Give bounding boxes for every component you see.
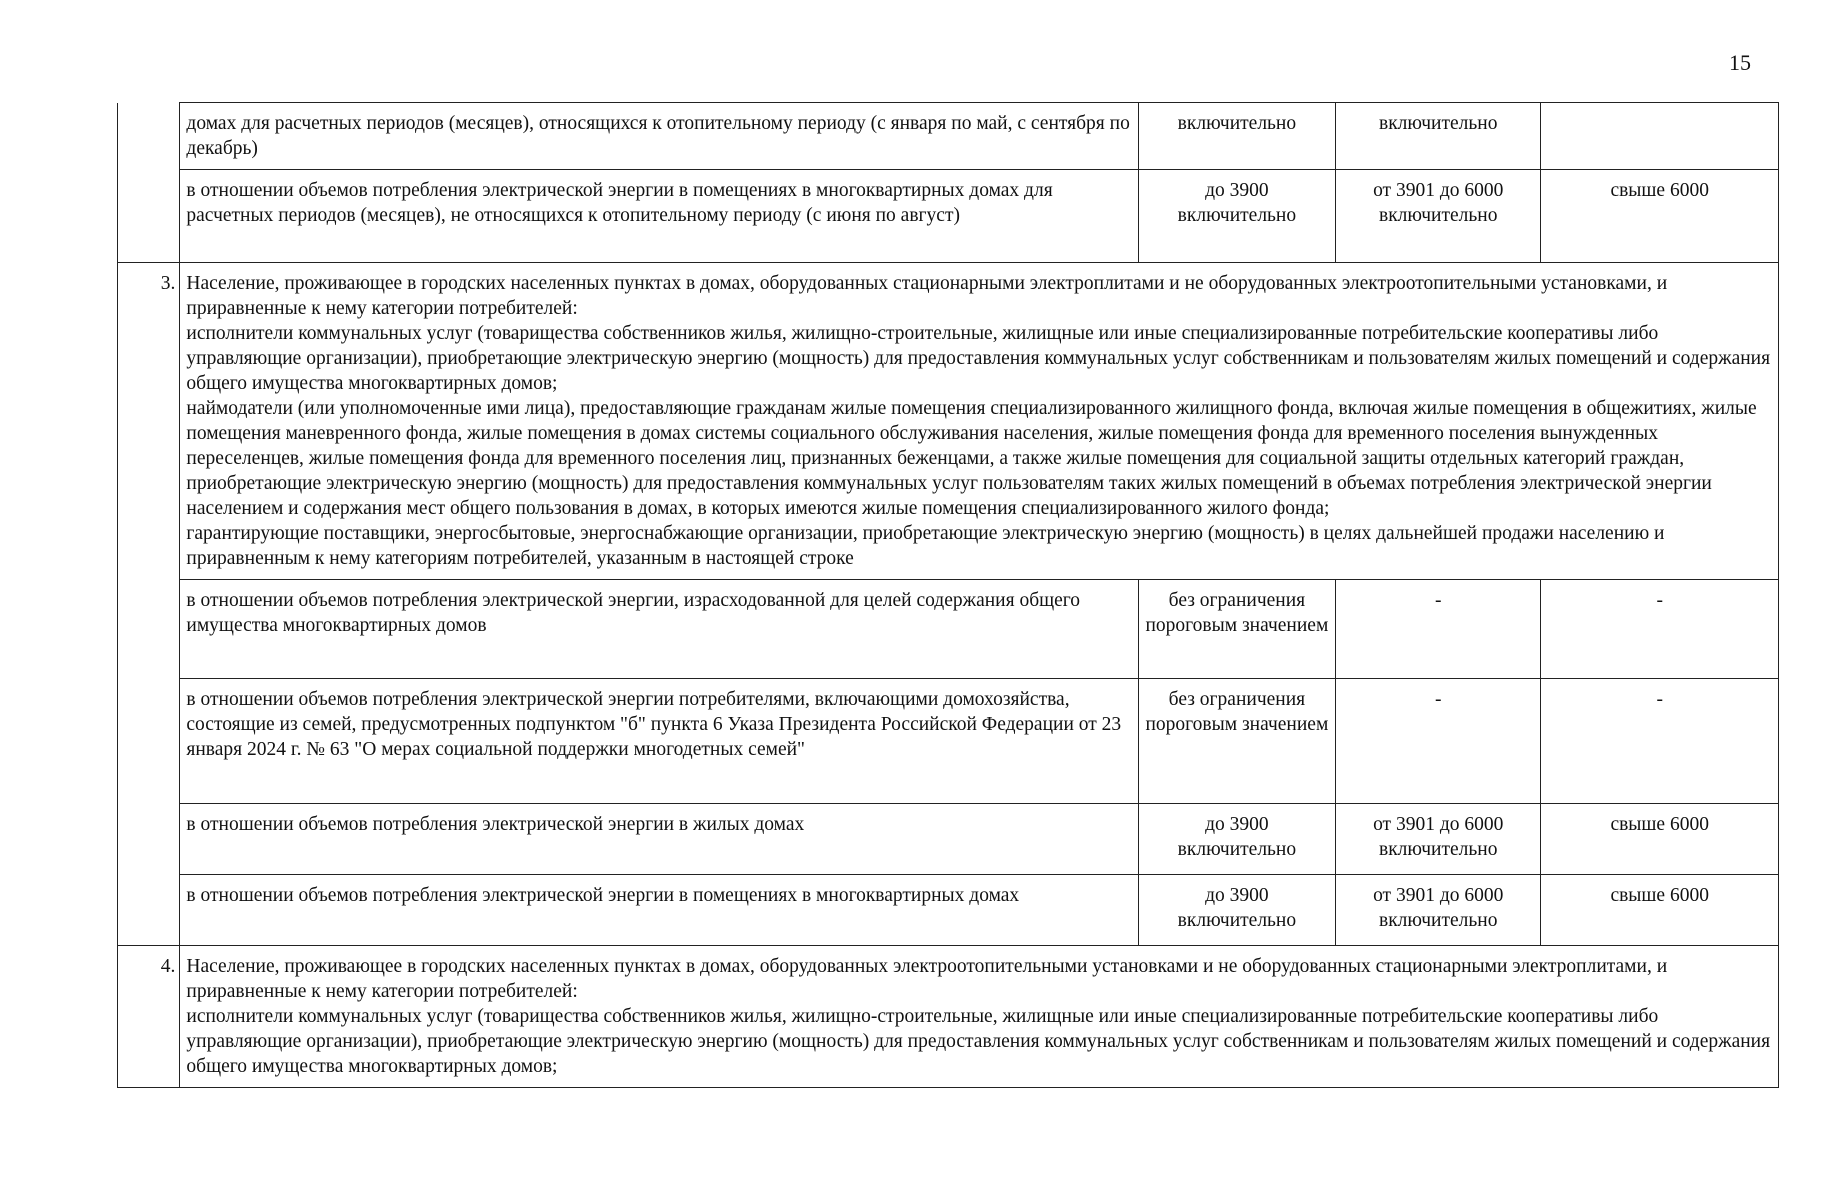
threshold-high: свыше 6000	[1541, 170, 1779, 263]
section-header-row	[118, 263, 1779, 580]
threshold-mid: от 3901 до 6000 включительно	[1336, 875, 1541, 946]
table-row	[118, 679, 1779, 804]
threshold-high: -	[1541, 679, 1779, 804]
section-number: 4.	[118, 946, 180, 1088]
section-paragraph: Население, проживающее в городских населенных пунктах в домах, оборудованных электроотопительными установками и не оборудованных стационарными электроплитами, и приравненные к нему категории потребителей:	[186, 956, 1668, 1002]
row-description: в отношении объемов потребления электрической энергии, израсходованной для целей содержания общего имущества многоквартирных домов	[180, 580, 1138, 679]
section-paragraph: исполнители коммунальных услуг (товарищества собственников жилья, жилищно-строительные, жилищные или иные специализированные потребительские кооперативы либо управляющие организации), приобретающие электрическую энергию (мощность) для предоставления коммунальных услуг собственникам и пользователям жилых помещений и содержания общего имущества многоквартирных домов;	[186, 1006, 1771, 1077]
threshold-low: без ограничения пороговым значением	[1138, 679, 1335, 804]
threshold-low: включительно	[1138, 103, 1335, 170]
row-description: в отношении объемов потребления электрической энергии в жилых домах	[180, 804, 1138, 875]
section-4-description	[180, 946, 1779, 1088]
section-paragraph: Население, проживающее в городских населенных пунктах в домах, оборудованных стационарными электроплитами и не оборудованных электроотопительными установками, и приравненные к нему категории потребителей:	[186, 273, 1668, 319]
row-description: в отношении объемов потребления электрической энергии в помещениях в многоквартирных домах для расчетных периодов (месяцев), не относящихся к отопительному периоду (с июня по август)	[180, 170, 1138, 263]
section-paragraph: гарантирующие поставщики, энергосбытовые, энергоснабжающие организации, приобретающие электрическую энергию (мощность) в целях дальнейшей продажи населению и приравненным к нему категориям потребителей, указанным в настоящей строке	[186, 523, 1665, 569]
threshold-low: без ограничения пороговым значением	[1138, 580, 1335, 679]
table-row	[118, 103, 1779, 170]
row-description: домах для расчетных периодов (месяцев), относящихся к отопительному периоду (с января по май, с сентября по декабрь)	[180, 103, 1138, 170]
section-3-description	[180, 263, 1779, 580]
table-row	[118, 170, 1779, 263]
section-number: 3.	[118, 263, 180, 946]
threshold-high: -	[1541, 580, 1779, 679]
threshold-high: свыше 6000	[1541, 875, 1779, 946]
threshold-mid: -	[1336, 679, 1541, 804]
threshold-mid: от 3901 до 6000 включительно	[1336, 804, 1541, 875]
table-row	[118, 580, 1779, 679]
section-header-row	[118, 946, 1779, 1088]
tariff-table	[117, 102, 1779, 1088]
table-row	[118, 875, 1779, 946]
threshold-high: свыше 6000	[1541, 804, 1779, 875]
threshold-low: до 3900 включительно	[1138, 875, 1335, 946]
threshold-mid: -	[1336, 580, 1541, 679]
table-row	[118, 804, 1779, 875]
section-paragraph: исполнители коммунальных услуг (товарищества собственников жилья, жилищно-строительные, жилищные или иные специализированные потребительские кооперативы либо управляющие организации), приобретающие электрическую энергию (мощность) для предоставления коммунальных услуг собственникам и пользователям жилых помещений и содержания общего имущества многоквартирных домов;	[186, 323, 1771, 394]
threshold-high	[1541, 103, 1779, 170]
row-description: в отношении объемов потребления электрической энергии в помещениях в многоквартирных домах	[180, 875, 1138, 946]
section-paragraph: наймодатели (или уполномоченные ими лица), предоставляющие гражданам жилые помещения специализированного жилищного фонда, включая жилые помещения в общежитиях, жилые помещения маневренного фонда, жилые помещения в домах системы социального обслуживания населения, жилые помещения фонда для временного поселения вынужденных переселенцев, жилые помещения фонда для временного поселения лиц, признанных беженцами, а также жилые помещения для социальной защиты отдельных категорий граждан, приобретающие электрическую энергию (мощность) для предоставления коммунальных услуг пользователям таких жилых помещений в объемах потребления электрической энергии населением и содержания мест общего пользования в домах, в которых имеются жилые помещения специализированного жилого фонда;	[186, 398, 1757, 519]
threshold-low: до 3900 включительно	[1138, 170, 1335, 263]
threshold-mid: включительно	[1336, 103, 1541, 170]
row-number-cell	[118, 103, 180, 263]
row-description: в отношении объемов потребления электрической энергии потребителями, включающими домохозяйства, состоящие из семей, предусмотренных подпунктом "б" пункта 6 Указа Президента Российской Федерации от 23 января 2024 г. № 63 "О мерах социальной поддержки многодетных семей"	[180, 679, 1138, 804]
threshold-mid: от 3901 до 6000 включительно	[1336, 170, 1541, 263]
threshold-low: до 3900 включительно	[1138, 804, 1335, 875]
page-number: 15	[1729, 50, 1751, 75]
